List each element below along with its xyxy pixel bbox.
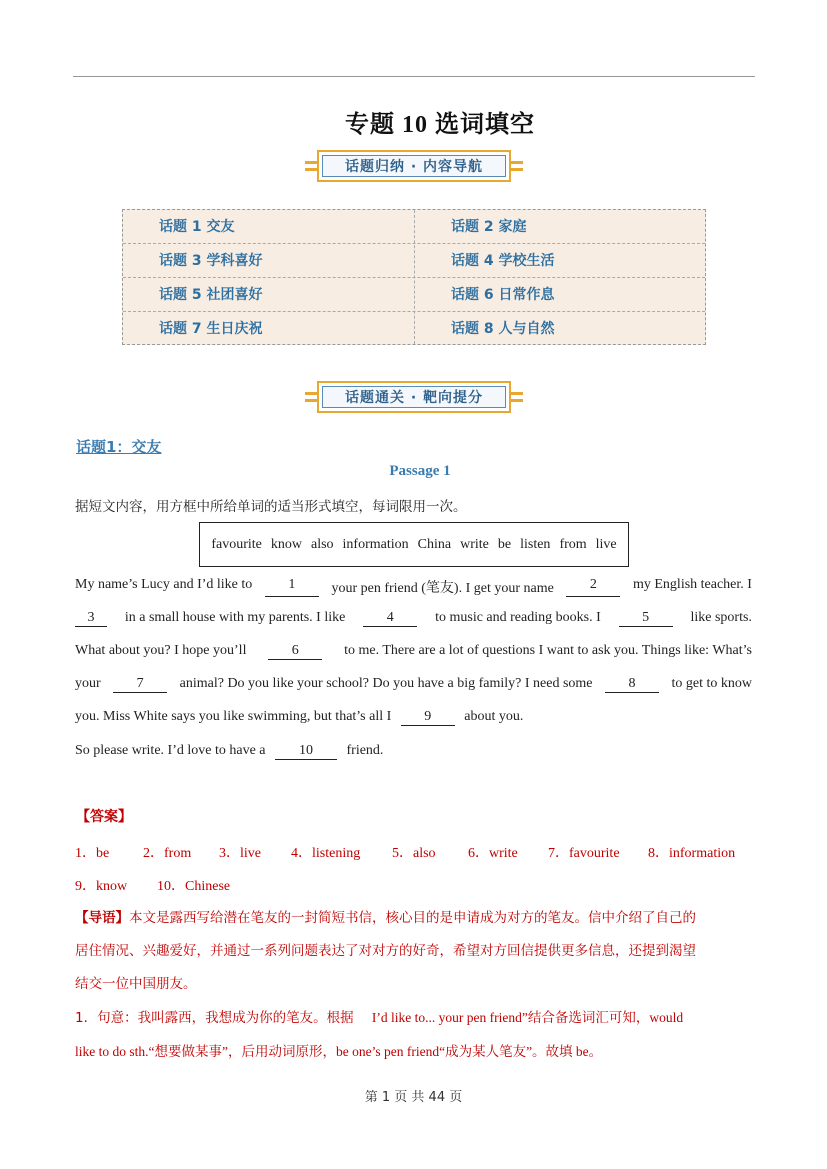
topic-heading: 话题1：交友 (76, 438, 162, 456)
guide-line: 结交一位中国朋友。 (75, 976, 197, 992)
answer-item: 9．know (75, 879, 128, 894)
word-bank-word: be (497, 536, 512, 552)
word-bank (199, 522, 629, 567)
blank-3: 3 (75, 610, 107, 627)
blank-7: 7 (113, 676, 167, 693)
word-bank-word: live (595, 536, 617, 552)
practice-banner (305, 381, 523, 415)
answer-item: 5．also (392, 846, 436, 861)
blank-8: 8 (605, 676, 659, 693)
passage-line: What about you? I hope you’ll 6 to me. There are a lot of questions I want to ask you. Things like: What’s (75, 643, 752, 658)
instruction: 据短文内容，用方框中所给单词的适当形式填空，每词限用一次。 (75, 499, 467, 515)
toc-item-5[interactable]: 话题 5 社团喜好 (159, 287, 263, 303)
answer-item: 1．be (75, 846, 110, 861)
word-bank-word: favourite (211, 536, 262, 552)
passage-line: you. Miss White says you like swimming, but that’s all I 9 about you. (75, 709, 524, 724)
nav-banner (305, 150, 523, 184)
answer-item: 4．listening (291, 846, 361, 861)
passage-line: My name’s Lucy and I’d like to 1 your pen friend (笔友). I get your name 2 my English teacher. I (75, 577, 752, 596)
answer-item: 10．Chinese (157, 879, 231, 894)
passage-line: 3 in a small house with my parents. I like 4 to music and reading books. I 5 like sports. (75, 610, 752, 627)
guide-line: 【导语】本文是露西写给潜在笔友的一封简短书信，核心目的是申请成为对方的笔友。信中介绍了自己的 (75, 910, 696, 926)
passage-title: Passage 1 (389, 463, 451, 479)
word-bank-word: know (270, 536, 302, 552)
explanation-line: like to do sth.“想要做某事”，后用动词原形，be one’s pen friend“成为某人笔友”。故填 be。 (75, 1044, 603, 1059)
page-title: 专题 10 选词填空 (345, 112, 535, 138)
blank-1: 1 (265, 577, 319, 597)
answer-row (75, 842, 735, 862)
toc-item-4[interactable]: 话题 4 学校生活 (451, 253, 555, 269)
blank-10: 10 (275, 743, 337, 760)
passage-line: your 7 animal? Do you like your school? Do you have a big family? I need some 8 to get to know (75, 676, 752, 691)
toc-item-7[interactable]: 话题 7 生日庆祝 (159, 321, 263, 337)
guide-line: 居住情况、兴趣爱好，并通过一系列问题表达了对对方的好奇，希望对方回信提供更多信息，还提到渴望 (75, 943, 696, 959)
toc-item-2[interactable]: 话题 2 家庭 (451, 219, 527, 235)
word-bank-word: listen (520, 536, 551, 552)
answer-row (75, 875, 230, 895)
page-footer: 第 1 页 共 44 页 (364, 1090, 463, 1105)
header-rule (73, 76, 755, 77)
topic-table (122, 209, 706, 345)
blank-5: 5 (619, 610, 673, 627)
nav-banner-label: 话题归纳 · 内容导航 (322, 155, 506, 177)
word-bank-word: China (417, 536, 452, 552)
word-bank-word: write (460, 536, 489, 552)
blank-6: 6 (268, 643, 322, 660)
blank-2: 2 (566, 577, 620, 597)
answer-item: 6．write (468, 846, 518, 861)
guide-label: 【导语】 (75, 910, 129, 926)
blank-9: 9 (401, 709, 455, 726)
toc-item-3[interactable]: 话题 3 学科喜好 (159, 253, 263, 269)
word-bank-word: from (559, 536, 587, 552)
answer-item: 2．from (143, 846, 192, 861)
passage-line: So please write. I’d love to have a 10 friend. (75, 743, 384, 758)
toc-item-1[interactable]: 话题 1 交友 (159, 219, 235, 235)
practice-banner-label: 话题通关 · 靶向提分 (322, 386, 506, 408)
answer-heading: 【答案】 (76, 809, 132, 825)
answer-item: 7．favourite (548, 846, 620, 861)
word-bank-word: also (310, 536, 334, 552)
toc-item-8[interactable]: 话题 8 人与自然 (451, 321, 555, 337)
answer-item: 8．information (648, 846, 736, 861)
word-bank-word: information (342, 536, 409, 552)
toc-item-6[interactable]: 话题 6 日常作息 (451, 287, 555, 303)
explanation-line: 1．句意：我叫露西，我想成为你的笔友。根据 I’d like to... your pen friend”结合备选词汇可知，would (75, 1010, 684, 1026)
answer-item: 3．live (219, 846, 261, 861)
blank-4: 4 (363, 610, 417, 627)
